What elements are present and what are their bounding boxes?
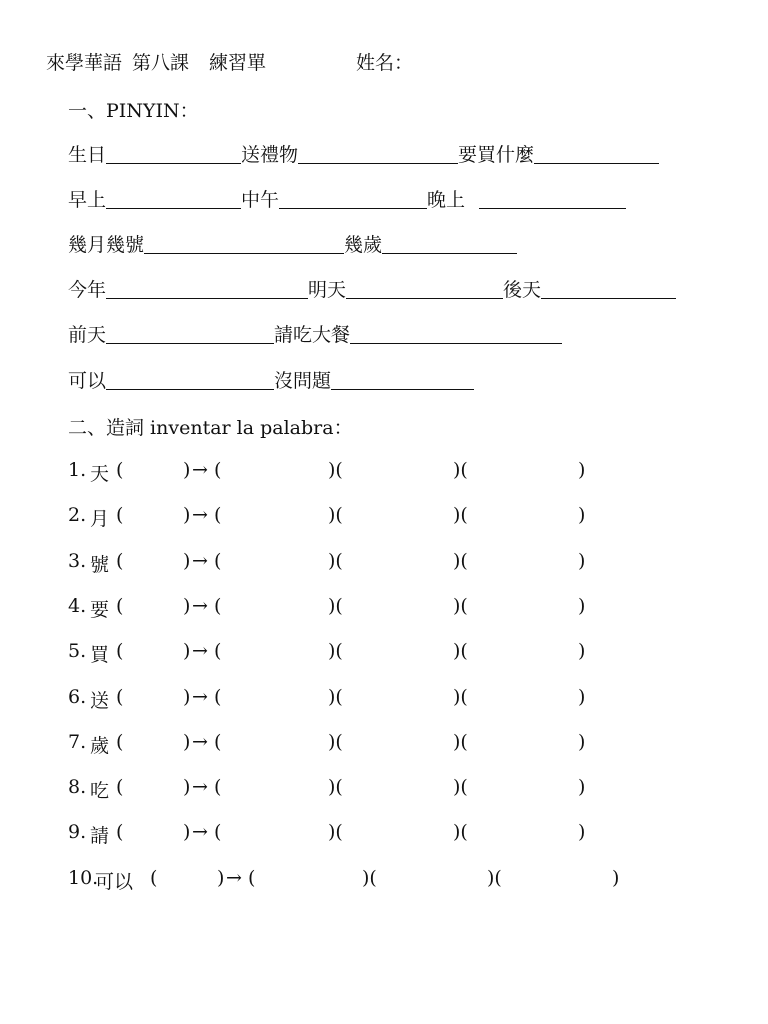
close-bracket: ) <box>183 776 191 798</box>
zaoci-item <box>68 640 628 664</box>
arrow: → <box>192 640 208 662</box>
bracket-pair[interactable]: )( <box>453 640 468 662</box>
open-bracket[interactable]: ( <box>116 459 124 481</box>
item-number: 10. <box>68 867 99 889</box>
bracket-pair[interactable]: )( <box>453 459 468 481</box>
item-character: 買 <box>90 644 110 666</box>
pinyin-answer-blank[interactable] <box>331 371 474 390</box>
close-bracket: ) <box>183 550 191 572</box>
pinyin-answer-blank[interactable] <box>479 190 626 209</box>
pinyin-answer-blank[interactable] <box>106 325 274 344</box>
item-number: 9. <box>68 821 87 843</box>
arrow: → <box>192 731 208 753</box>
close-bracket: ) <box>183 731 191 753</box>
zaoci-item <box>68 776 628 800</box>
open-bracket[interactable]: ( <box>214 504 222 526</box>
close-bracket: ) <box>183 640 191 662</box>
zaoci-item <box>68 504 628 528</box>
bracket-pair[interactable]: )( <box>362 867 377 889</box>
pinyin-row <box>68 143 659 167</box>
open-bracket[interactable]: ( <box>116 595 124 617</box>
pinyin-word: 前天 <box>68 324 107 346</box>
close-bracket: ) <box>612 867 620 889</box>
open-bracket[interactable]: ( <box>214 821 222 843</box>
item-number: 4. <box>68 595 87 617</box>
open-bracket[interactable]: ( <box>116 776 124 798</box>
close-bracket: ) <box>183 459 191 481</box>
bracket-pair[interactable]: )( <box>328 821 343 843</box>
arrow: → <box>192 686 208 708</box>
item-character: 可以 <box>95 871 134 893</box>
close-bracket: ) <box>578 776 586 798</box>
close-bracket: ) <box>217 867 225 889</box>
open-bracket[interactable]: ( <box>116 640 124 662</box>
bracket-pair[interactable]: )( <box>453 550 468 572</box>
pinyin-answer-blank[interactable] <box>350 325 562 344</box>
close-bracket: ) <box>183 595 191 617</box>
bracket-pair[interactable]: )( <box>328 640 343 662</box>
section-zaoci-title: 二、造詞 inventar la palabra： <box>68 417 353 439</box>
close-bracket: ) <box>578 640 586 662</box>
close-bracket: ) <box>183 686 191 708</box>
pinyin-answer-blank[interactable] <box>106 145 241 164</box>
pinyin-word: 明天 <box>308 279 347 301</box>
item-character: 月 <box>90 508 110 530</box>
open-bracket[interactable]: ( <box>116 504 124 526</box>
pinyin-row <box>68 278 676 302</box>
pinyin-word: 早上 <box>68 189 107 211</box>
bracket-pair[interactable]: )( <box>328 686 343 708</box>
zaoci-item <box>68 550 628 574</box>
pinyin-word: 沒問題 <box>274 370 332 392</box>
lesson-title: 第八課 <box>132 52 190 74</box>
item-number: 8. <box>68 776 87 798</box>
close-bracket: ) <box>578 821 586 843</box>
open-bracket[interactable]: ( <box>116 686 124 708</box>
pinyin-row <box>68 369 474 393</box>
close-bracket: ) <box>578 459 586 481</box>
zaoci-item <box>68 821 628 845</box>
pinyin-answer-blank[interactable] <box>106 371 274 390</box>
open-bracket[interactable]: ( <box>150 867 158 889</box>
pinyin-word: 生日 <box>68 144 107 166</box>
pinyin-answer-blank[interactable] <box>279 190 427 209</box>
pinyin-answer-blank[interactable] <box>346 280 503 299</box>
section-pinyin-title: 一、PINYIN： <box>68 100 199 122</box>
bracket-pair[interactable]: )( <box>453 595 468 617</box>
open-bracket[interactable]: ( <box>214 550 222 572</box>
pinyin-word: 幾歲 <box>344 234 383 256</box>
item-character: 歲 <box>90 735 110 757</box>
open-bracket[interactable]: ( <box>116 550 124 572</box>
pinyin-word: 送禮物 <box>241 144 299 166</box>
bracket-pair[interactable]: )( <box>453 731 468 753</box>
open-bracket[interactable]: ( <box>116 731 124 753</box>
item-number: 3. <box>68 550 87 572</box>
open-bracket[interactable]: ( <box>214 731 222 753</box>
open-bracket[interactable]: ( <box>214 459 222 481</box>
pinyin-row <box>68 188 626 212</box>
zaoci-item <box>68 595 628 619</box>
pinyin-answer-blank[interactable] <box>298 145 458 164</box>
bracket-pair[interactable]: )( <box>453 504 468 526</box>
open-bracket[interactable]: ( <box>214 595 222 617</box>
pinyin-word: 幾月幾號 <box>68 234 145 256</box>
bracket-pair[interactable]: )( <box>328 504 343 526</box>
close-bracket: ) <box>578 731 586 753</box>
sheet-title: 練習單 <box>209 52 267 74</box>
zaoci-item <box>68 867 628 891</box>
zaoci-item <box>68 686 628 710</box>
arrow: → <box>192 595 208 617</box>
open-bracket[interactable]: ( <box>248 867 256 889</box>
item-number: 7. <box>68 731 87 753</box>
pinyin-word: 請吃大餐 <box>274 324 351 346</box>
course-title: 來學華語 <box>46 52 123 74</box>
worksheet-header <box>46 48 413 75</box>
close-bracket: ) <box>578 686 586 708</box>
item-character: 請 <box>90 825 110 847</box>
close-bracket: ) <box>578 550 586 572</box>
item-number: 2. <box>68 504 87 526</box>
arrow: → <box>192 459 208 481</box>
name-label: 姓名： <box>356 52 414 74</box>
arrow: → <box>192 776 208 798</box>
pinyin-answer-blank[interactable] <box>106 280 308 299</box>
item-number: 1. <box>68 459 87 481</box>
pinyin-word: 可以 <box>68 370 107 392</box>
bracket-pair[interactable]: )( <box>328 731 343 753</box>
pinyin-answer-blank[interactable] <box>144 235 344 254</box>
item-character: 吃 <box>90 780 110 802</box>
pinyin-word: 中午 <box>241 189 280 211</box>
open-bracket[interactable]: ( <box>214 640 222 662</box>
zaoci-item <box>68 459 628 483</box>
item-character: 送 <box>90 690 110 712</box>
pinyin-word: 要買什麼 <box>458 144 535 166</box>
pinyin-answer-blank[interactable] <box>382 235 517 254</box>
arrow: → <box>192 504 208 526</box>
item-character: 要 <box>90 599 110 621</box>
pinyin-word: 今年 <box>68 279 107 301</box>
bracket-pair[interactable]: )( <box>328 459 343 481</box>
item-character: 天 <box>90 463 110 485</box>
arrow: → <box>192 550 208 572</box>
close-bracket: ) <box>578 595 586 617</box>
close-bracket: ) <box>183 504 191 526</box>
close-bracket: ) <box>578 504 586 526</box>
pinyin-row <box>68 323 562 347</box>
pinyin-answer-blank[interactable] <box>106 190 241 209</box>
arrow: → <box>192 821 208 843</box>
item-number: 6. <box>68 686 87 708</box>
bracket-pair[interactable]: )( <box>328 776 343 798</box>
pinyin-word: 晚上 <box>427 189 466 211</box>
close-bracket: ) <box>183 821 191 843</box>
bracket-pair[interactable]: )( <box>328 550 343 572</box>
open-bracket[interactable]: ( <box>214 776 222 798</box>
bracket-pair[interactable]: )( <box>453 776 468 798</box>
arrow: → <box>226 867 242 889</box>
bracket-pair[interactable]: )( <box>453 686 468 708</box>
item-character: 號 <box>90 554 110 576</box>
zaoci-item <box>68 731 628 755</box>
pinyin-answer-blank[interactable] <box>534 145 659 164</box>
pinyin-answer-blank[interactable] <box>541 280 676 299</box>
pinyin-word: 後天 <box>503 279 542 301</box>
open-bracket[interactable]: ( <box>116 821 124 843</box>
bracket-pair[interactable]: )( <box>487 867 502 889</box>
bracket-pair[interactable]: )( <box>453 821 468 843</box>
bracket-pair[interactable]: )( <box>328 595 343 617</box>
pinyin-row <box>68 233 517 257</box>
item-number: 5. <box>68 640 87 662</box>
open-bracket[interactable]: ( <box>214 686 222 708</box>
